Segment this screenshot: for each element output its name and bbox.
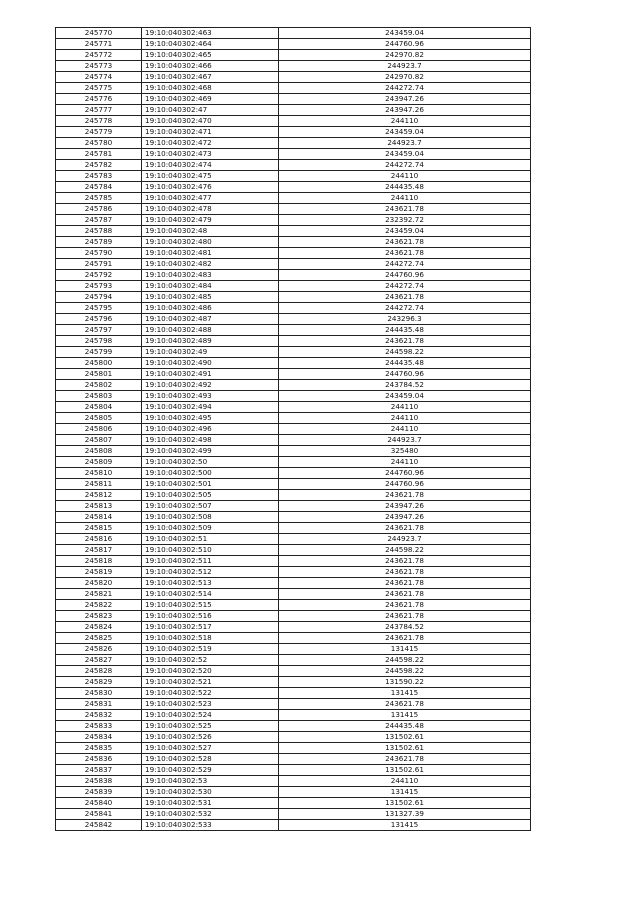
value-cell: 244110 (279, 402, 531, 413)
value-cell: 244760.96 (279, 479, 531, 490)
table-row (56, 314, 531, 325)
cadastral-number-cell: 19:10:040302:520 (142, 666, 279, 677)
value-cell: 244272.74 (279, 303, 531, 314)
cadastral-number-cell: 19:10:040302:477 (142, 193, 279, 204)
table-row (56, 633, 531, 644)
value-cell: 244110 (279, 413, 531, 424)
table-body (56, 28, 531, 831)
table-row (56, 72, 531, 83)
table-row (56, 556, 531, 567)
row-id-cell: 245771 (56, 39, 142, 50)
row-id-cell: 245781 (56, 149, 142, 160)
table-row (56, 182, 531, 193)
table-row (56, 776, 531, 787)
row-id-cell: 245786 (56, 204, 142, 215)
cadastral-number-cell: 19:10:040302:493 (142, 391, 279, 402)
table-row (56, 622, 531, 633)
cadastral-number-cell: 19:10:040302:519 (142, 644, 279, 655)
cadastral-number-cell: 19:10:040302:481 (142, 248, 279, 259)
cadastral-number-cell: 19:10:040302:511 (142, 556, 279, 567)
table-row (56, 710, 531, 721)
value-cell: 325480 (279, 446, 531, 457)
row-id-cell: 245801 (56, 369, 142, 380)
row-id-cell: 245796 (56, 314, 142, 325)
value-cell: 131415 (279, 644, 531, 655)
row-id-cell: 245812 (56, 490, 142, 501)
cadastral-number-cell: 19:10:040302:499 (142, 446, 279, 457)
cadastral-number-cell: 19:10:040302:527 (142, 743, 279, 754)
row-id-cell: 245778 (56, 116, 142, 127)
table-row (56, 798, 531, 809)
table-row (56, 347, 531, 358)
row-id-cell: 245827 (56, 655, 142, 666)
row-id-cell: 245829 (56, 677, 142, 688)
value-cell: 243459.04 (279, 226, 531, 237)
table-row (56, 787, 531, 798)
cadastral-number-cell: 19:10:040302:467 (142, 72, 279, 83)
table-row (56, 28, 531, 39)
row-id-cell: 245802 (56, 380, 142, 391)
row-id-cell: 245773 (56, 61, 142, 72)
row-id-cell: 245832 (56, 710, 142, 721)
value-cell: 243296.3 (279, 314, 531, 325)
cadastral-number-cell: 19:10:040302:531 (142, 798, 279, 809)
row-id-cell: 245837 (56, 765, 142, 776)
table-row (56, 446, 531, 457)
cadastral-number-cell: 19:10:040302:512 (142, 567, 279, 578)
row-id-cell: 245790 (56, 248, 142, 259)
row-id-cell: 245839 (56, 787, 142, 798)
row-id-cell: 245795 (56, 303, 142, 314)
row-id-cell: 245817 (56, 545, 142, 556)
table-row (56, 204, 531, 215)
cadastral-number-cell: 19:10:040302:510 (142, 545, 279, 556)
row-id-cell: 245831 (56, 699, 142, 710)
value-cell: 244923.7 (279, 61, 531, 72)
value-cell: 244110 (279, 116, 531, 127)
table-row (56, 83, 531, 94)
table-row (56, 336, 531, 347)
cadastral-number-cell: 19:10:040302:521 (142, 677, 279, 688)
table-row (56, 534, 531, 545)
row-id-cell: 245840 (56, 798, 142, 809)
value-cell: 131502.61 (279, 743, 531, 754)
table-row (56, 369, 531, 380)
row-id-cell: 245813 (56, 501, 142, 512)
table-row (56, 490, 531, 501)
table-row (56, 644, 531, 655)
cadastral-number-cell: 19:10:040302:48 (142, 226, 279, 237)
table-row (56, 402, 531, 413)
value-cell: 244598.22 (279, 655, 531, 666)
value-cell: 243621.78 (279, 567, 531, 578)
cadastral-number-cell: 19:10:040302:464 (142, 39, 279, 50)
value-cell: 243621.78 (279, 600, 531, 611)
value-cell: 243621.78 (279, 699, 531, 710)
cadastral-number-cell: 19:10:040302:489 (142, 336, 279, 347)
table-row (56, 259, 531, 270)
cadastral-number-cell: 19:10:040302:514 (142, 589, 279, 600)
value-cell: 243459.04 (279, 127, 531, 138)
row-id-cell: 245806 (56, 424, 142, 435)
row-id-cell: 245820 (56, 578, 142, 589)
table-row (56, 589, 531, 600)
value-cell: 244598.22 (279, 666, 531, 677)
value-cell: 244435.48 (279, 182, 531, 193)
table-row (56, 809, 531, 820)
value-cell: 243621.78 (279, 523, 531, 534)
row-id-cell: 245824 (56, 622, 142, 633)
value-cell: 131415 (279, 710, 531, 721)
row-id-cell: 245800 (56, 358, 142, 369)
row-id-cell: 245788 (56, 226, 142, 237)
cadastral-number-cell: 19:10:040302:49 (142, 347, 279, 358)
cadastral-number-cell: 19:10:040302:515 (142, 600, 279, 611)
cadastral-number-cell: 19:10:040302:468 (142, 83, 279, 94)
value-cell: 131590.22 (279, 677, 531, 688)
value-cell: 131327.39 (279, 809, 531, 820)
value-cell: 243459.04 (279, 391, 531, 402)
cadastral-number-cell: 19:10:040302:47 (142, 105, 279, 116)
value-cell: 243621.78 (279, 754, 531, 765)
cadastral-number-cell: 19:10:040302:465 (142, 50, 279, 61)
cadastral-number-cell: 19:10:040302:476 (142, 182, 279, 193)
table-row (56, 358, 531, 369)
cadastral-number-cell: 19:10:040302:498 (142, 435, 279, 446)
value-cell: 244760.96 (279, 468, 531, 479)
value-cell: 244923.7 (279, 435, 531, 446)
value-cell: 243947.26 (279, 105, 531, 116)
row-id-cell: 245810 (56, 468, 142, 479)
row-id-cell: 245830 (56, 688, 142, 699)
row-id-cell: 245787 (56, 215, 142, 226)
row-id-cell: 245799 (56, 347, 142, 358)
table-row (56, 501, 531, 512)
row-id-cell: 245772 (56, 50, 142, 61)
row-id-cell: 245823 (56, 611, 142, 622)
table-row (56, 413, 531, 424)
value-cell: 244760.96 (279, 369, 531, 380)
value-cell: 244110 (279, 193, 531, 204)
value-cell: 243621.78 (279, 490, 531, 501)
table-row (56, 688, 531, 699)
cadastral-number-cell: 19:10:040302:484 (142, 281, 279, 292)
row-id-cell: 245822 (56, 600, 142, 611)
cadastral-number-cell: 19:10:040302:470 (142, 116, 279, 127)
row-id-cell: 245836 (56, 754, 142, 765)
cadastral-number-cell: 19:10:040302:486 (142, 303, 279, 314)
cadastral-number-cell: 19:10:040302:471 (142, 127, 279, 138)
table-row (56, 743, 531, 754)
table-row (56, 127, 531, 138)
table-row (56, 149, 531, 160)
table-row (56, 754, 531, 765)
value-cell: 243621.78 (279, 248, 531, 259)
value-cell: 243947.26 (279, 94, 531, 105)
cadastral-number-cell: 19:10:040302:525 (142, 721, 279, 732)
cadastral-number-cell: 19:10:040302:469 (142, 94, 279, 105)
row-id-cell: 245774 (56, 72, 142, 83)
row-id-cell: 245798 (56, 336, 142, 347)
table-row (56, 303, 531, 314)
cadastral-number-cell: 19:10:040302:522 (142, 688, 279, 699)
value-cell: 131502.61 (279, 732, 531, 743)
table-row (56, 116, 531, 127)
row-id-cell: 245803 (56, 391, 142, 402)
value-cell: 243621.78 (279, 556, 531, 567)
cadastral-number-cell: 19:10:040302:483 (142, 270, 279, 281)
table-row (56, 732, 531, 743)
table-row (56, 160, 531, 171)
row-id-cell: 245815 (56, 523, 142, 534)
table-row (56, 292, 531, 303)
table-row (56, 523, 531, 534)
row-id-cell: 245809 (56, 457, 142, 468)
cadastral-number-cell: 19:10:040302:495 (142, 413, 279, 424)
value-cell: 131415 (279, 820, 531, 831)
cadastral-number-cell: 19:10:040302:508 (142, 512, 279, 523)
value-cell: 243621.78 (279, 633, 531, 644)
table-row (56, 226, 531, 237)
value-cell: 243621.78 (279, 237, 531, 248)
row-id-cell: 245782 (56, 160, 142, 171)
cadastral-number-cell: 19:10:040302:524 (142, 710, 279, 721)
row-id-cell: 245833 (56, 721, 142, 732)
row-id-cell: 245789 (56, 237, 142, 248)
value-cell: 244110 (279, 776, 531, 787)
row-id-cell: 245775 (56, 83, 142, 94)
table-row (56, 94, 531, 105)
table-row (56, 479, 531, 490)
cadastral-number-cell: 19:10:040302:473 (142, 149, 279, 160)
table-row (56, 237, 531, 248)
table-row (56, 325, 531, 336)
table-row (56, 578, 531, 589)
row-id-cell: 245794 (56, 292, 142, 303)
table-row (56, 193, 531, 204)
table-row (56, 270, 531, 281)
value-cell: 244435.48 (279, 721, 531, 732)
table-row (56, 820, 531, 831)
table-row (56, 61, 531, 72)
data-table (55, 27, 531, 831)
table-row (56, 215, 531, 226)
value-cell: 244110 (279, 457, 531, 468)
row-id-cell: 245785 (56, 193, 142, 204)
table-row (56, 765, 531, 776)
table-row (56, 105, 531, 116)
row-id-cell: 245804 (56, 402, 142, 413)
table-row (56, 435, 531, 446)
row-id-cell: 245805 (56, 413, 142, 424)
table-row (56, 655, 531, 666)
cadastral-number-cell: 19:10:040302:501 (142, 479, 279, 490)
cadastral-number-cell: 19:10:040302:488 (142, 325, 279, 336)
row-id-cell: 245838 (56, 776, 142, 787)
cadastral-number-cell: 19:10:040302:500 (142, 468, 279, 479)
table-row (56, 457, 531, 468)
value-cell: 243621.78 (279, 336, 531, 347)
value-cell: 131415 (279, 688, 531, 699)
value-cell: 244598.22 (279, 545, 531, 556)
row-id-cell: 245793 (56, 281, 142, 292)
value-cell: 244110 (279, 424, 531, 435)
cadastral-number-cell: 19:10:040302:474 (142, 160, 279, 171)
cadastral-number-cell: 19:10:040302:466 (142, 61, 279, 72)
cadastral-number-cell: 19:10:040302:53 (142, 776, 279, 787)
value-cell: 244272.74 (279, 259, 531, 270)
cadastral-number-cell: 19:10:040302:487 (142, 314, 279, 325)
value-cell: 244435.48 (279, 358, 531, 369)
row-id-cell: 245821 (56, 589, 142, 600)
cadastral-number-cell: 19:10:040302:513 (142, 578, 279, 589)
cadastral-number-cell: 19:10:040302:492 (142, 380, 279, 391)
cadastral-number-cell: 19:10:040302:463 (142, 28, 279, 39)
table-row (56, 611, 531, 622)
cadastral-number-cell: 19:10:040302:490 (142, 358, 279, 369)
row-id-cell: 245791 (56, 259, 142, 270)
cadastral-number-cell: 19:10:040302:52 (142, 655, 279, 666)
value-cell: 243947.26 (279, 512, 531, 523)
cadastral-number-cell: 19:10:040302:530 (142, 787, 279, 798)
cadastral-number-cell: 19:10:040302:472 (142, 138, 279, 149)
row-id-cell: 245835 (56, 743, 142, 754)
value-cell: 131502.61 (279, 798, 531, 809)
value-cell: 131502.61 (279, 765, 531, 776)
row-id-cell: 245779 (56, 127, 142, 138)
cadastral-number-cell: 19:10:040302:528 (142, 754, 279, 765)
value-cell: 244435.48 (279, 325, 531, 336)
row-id-cell: 245834 (56, 732, 142, 743)
cadastral-number-cell: 19:10:040302:50 (142, 457, 279, 468)
table-row (56, 50, 531, 61)
row-id-cell: 245770 (56, 28, 142, 39)
row-id-cell: 245776 (56, 94, 142, 105)
value-cell: 244598.22 (279, 347, 531, 358)
row-id-cell: 245792 (56, 270, 142, 281)
row-id-cell: 245841 (56, 809, 142, 820)
table-row (56, 512, 531, 523)
cadastral-number-cell: 19:10:040302:507 (142, 501, 279, 512)
value-cell: 244272.74 (279, 83, 531, 94)
value-cell: 243784.52 (279, 622, 531, 633)
table-row (56, 699, 531, 710)
cadastral-number-cell: 19:10:040302:491 (142, 369, 279, 380)
row-id-cell: 245811 (56, 479, 142, 490)
row-id-cell: 245807 (56, 435, 142, 446)
row-id-cell: 245780 (56, 138, 142, 149)
table-row (56, 138, 531, 149)
table-row (56, 468, 531, 479)
table-row (56, 171, 531, 182)
table-row (56, 380, 531, 391)
row-id-cell: 245819 (56, 567, 142, 578)
cadastral-number-cell: 19:10:040302:533 (142, 820, 279, 831)
value-cell: 243459.04 (279, 149, 531, 160)
row-id-cell: 245784 (56, 182, 142, 193)
table-row (56, 567, 531, 578)
value-cell: 243784.52 (279, 380, 531, 391)
table-row (56, 281, 531, 292)
table-row (56, 600, 531, 611)
value-cell: 131415 (279, 787, 531, 798)
value-cell: 244110 (279, 171, 531, 182)
cadastral-number-cell: 19:10:040302:517 (142, 622, 279, 633)
cadastral-number-cell: 19:10:040302:523 (142, 699, 279, 710)
value-cell: 243621.78 (279, 611, 531, 622)
cadastral-number-cell: 19:10:040302:526 (142, 732, 279, 743)
cadastral-number-cell: 19:10:040302:479 (142, 215, 279, 226)
table-row (56, 666, 531, 677)
table-row (56, 545, 531, 556)
value-cell: 243621.78 (279, 292, 531, 303)
row-id-cell: 245808 (56, 446, 142, 457)
row-id-cell: 245825 (56, 633, 142, 644)
cadastral-number-cell: 19:10:040302:505 (142, 490, 279, 501)
cadastral-number-cell: 19:10:040302:480 (142, 237, 279, 248)
value-cell: 244272.74 (279, 160, 531, 171)
row-id-cell: 245818 (56, 556, 142, 567)
table-row (56, 39, 531, 50)
value-cell: 232392.72 (279, 215, 531, 226)
cadastral-number-cell: 19:10:040302:496 (142, 424, 279, 435)
row-id-cell: 245826 (56, 644, 142, 655)
cadastral-number-cell: 19:10:040302:482 (142, 259, 279, 270)
table-row (56, 424, 531, 435)
cadastral-number-cell: 19:10:040302:51 (142, 534, 279, 545)
row-id-cell: 245828 (56, 666, 142, 677)
value-cell: 244923.7 (279, 534, 531, 545)
cadastral-number-cell: 19:10:040302:478 (142, 204, 279, 215)
cadastral-number-cell: 19:10:040302:532 (142, 809, 279, 820)
value-cell: 244272.74 (279, 281, 531, 292)
cadastral-number-cell: 19:10:040302:494 (142, 402, 279, 413)
table-row (56, 391, 531, 402)
row-id-cell: 245842 (56, 820, 142, 831)
value-cell: 243459.04 (279, 28, 531, 39)
row-id-cell: 245777 (56, 105, 142, 116)
row-id-cell: 245816 (56, 534, 142, 545)
cadastral-number-cell: 19:10:040302:485 (142, 292, 279, 303)
table-row (56, 677, 531, 688)
value-cell: 243621.78 (279, 578, 531, 589)
row-id-cell: 245783 (56, 171, 142, 182)
cadastral-number-cell: 19:10:040302:518 (142, 633, 279, 644)
value-cell: 243621.78 (279, 204, 531, 215)
cadastral-number-cell: 19:10:040302:516 (142, 611, 279, 622)
row-id-cell: 245797 (56, 325, 142, 336)
table-row (56, 248, 531, 259)
value-cell: 244923.7 (279, 138, 531, 149)
table-row (56, 721, 531, 732)
cadastral-number-cell: 19:10:040302:475 (142, 171, 279, 182)
value-cell: 244760.96 (279, 270, 531, 281)
cadastral-number-cell: 19:10:040302:509 (142, 523, 279, 534)
value-cell: 243621.78 (279, 589, 531, 600)
row-id-cell: 245814 (56, 512, 142, 523)
value-cell: 244760.96 (279, 39, 531, 50)
value-cell: 242970.82 (279, 72, 531, 83)
cadastral-number-cell: 19:10:040302:529 (142, 765, 279, 776)
value-cell: 242970.82 (279, 50, 531, 61)
value-cell: 243947.26 (279, 501, 531, 512)
